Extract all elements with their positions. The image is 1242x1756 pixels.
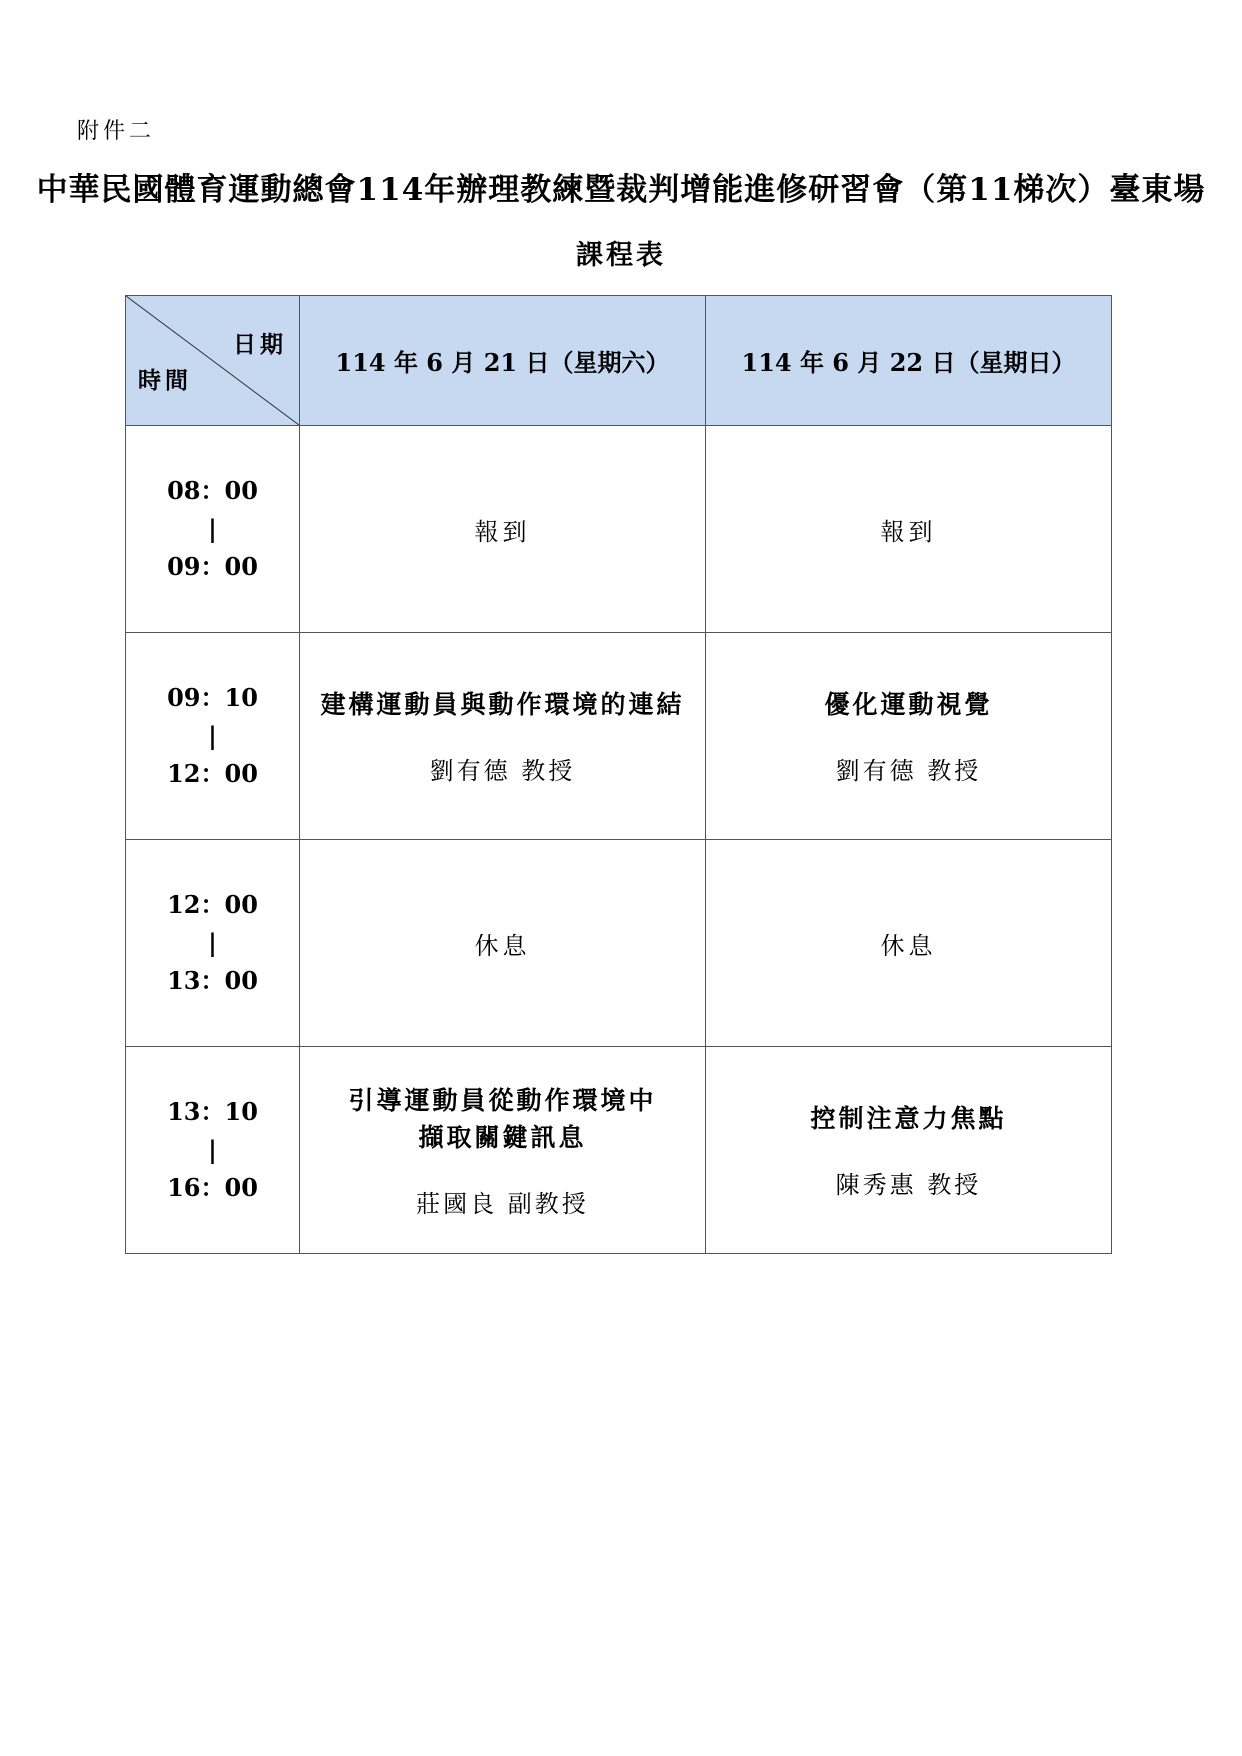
session-topic: 優化運動視覺 — [824, 690, 993, 719]
session-label: 報到 — [474, 517, 531, 546]
session-topic-line2: 擷取關鍵訊息 — [418, 1122, 587, 1152]
session-label: 報到 — [880, 517, 937, 546]
session-speaker: 劉有德 教授 — [429, 757, 576, 785]
table-row — [126, 840, 1112, 1047]
day1-session-cell — [300, 840, 706, 1047]
session-topic: 建構運動員與動作環境的連結 — [320, 690, 685, 719]
time-separator: | — [208, 514, 217, 543]
corner-header-cell — [126, 296, 300, 426]
session-speaker: 莊國良 副教授 — [416, 1189, 589, 1218]
time-start: 13：10 — [167, 1097, 258, 1126]
diagonal-divider — [126, 296, 299, 425]
time-end: 16：00 — [167, 1173, 258, 1202]
table-row — [126, 633, 1112, 840]
time-end: 12：00 — [167, 759, 258, 788]
time-end: 09：00 — [167, 552, 258, 581]
day1-header: 114 年 6 月 21 日（星期六） — [300, 296, 706, 426]
day2-header: 114 年 6 月 22 日（星期日） — [706, 296, 1112, 426]
page-title: 中華民國體育運動總會114年辦理教練暨裁判增能進修研習會（第11梯次）臺東場 — [36, 172, 1206, 208]
day2-session-cell — [706, 1047, 1112, 1254]
time-start: 09：10 — [167, 683, 258, 712]
time-end: 13：00 — [167, 966, 258, 995]
table-header-row — [126, 296, 1112, 426]
day2-session-cell — [706, 633, 1112, 840]
time-start: 12：00 — [167, 890, 258, 919]
time-separator: | — [208, 721, 217, 750]
attachment-label: 附件二 — [77, 119, 156, 144]
session-label: 休息 — [880, 931, 937, 960]
day2-session-cell — [706, 840, 1112, 1047]
table-row — [126, 1047, 1112, 1254]
time-separator: | — [208, 928, 217, 957]
schedule-table — [125, 295, 1112, 1254]
corner-time-label: 時間 — [138, 367, 192, 394]
corner-date-label: 日期 — [233, 331, 287, 358]
page-subtitle: 課程表 — [576, 240, 666, 271]
time-cell — [126, 633, 300, 840]
time-cell — [126, 426, 300, 633]
session-topic: 控制注意力焦點 — [810, 1104, 1007, 1133]
day2-session-cell — [706, 426, 1112, 633]
session-speaker: 陳秀惠 教授 — [835, 1171, 982, 1199]
session-label: 休息 — [474, 931, 531, 960]
day1-session-cell — [300, 426, 706, 633]
time-separator: | — [208, 1135, 217, 1164]
time-start: 08：00 — [167, 476, 258, 505]
session-topic: 引導運動員從動作環境中 — [348, 1085, 657, 1115]
day1-session-cell — [300, 633, 706, 840]
time-cell — [126, 840, 300, 1047]
time-cell — [126, 1047, 300, 1254]
day1-session-cell — [300, 1047, 706, 1254]
table-row — [126, 426, 1112, 633]
session-speaker: 劉有德 教授 — [835, 757, 982, 785]
